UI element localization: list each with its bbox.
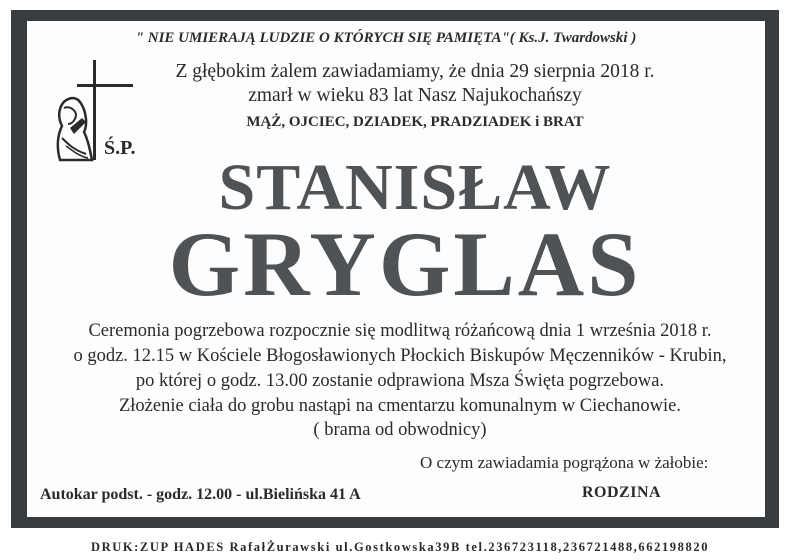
ceremony-line: Ceremonia pogrzebowa rozpocznie się modlitwą różańcową dnia 1 września 2018 r. <box>88 321 712 341</box>
ceremony-line: ( brama od obwodnicy) <box>313 420 487 440</box>
sp-label: Ś.P. <box>104 137 136 159</box>
printer-footer: DRUK:ZUP HADES RafałŻurawski ul.Gostkowska39B tel.236723118,236721488,662198820 <box>90 540 710 554</box>
deceased-last-name: GRYGLAS <box>168 213 642 315</box>
ceremony-line: po której o godz. 13.00 zostanie odprawiona Msza Święta pogrzebowa. <box>135 371 665 391</box>
intro-line-date: Z głębokim żalem zawiadamiamy, że dnia 29 sierpnia 2018 r. <box>175 61 655 82</box>
notify-text: O czym zawiadamia pogrążona w żałobie: <box>420 453 709 472</box>
ceremony-line: o godz. 12.15 w Kościele Błogosławionych Płockich Biskupów Męczenników - Krubin, <box>73 346 727 366</box>
deceased-first-name: STANISŁAW <box>218 151 612 224</box>
bus-info: Autokar podst. - godz. 12.00 - ul.Bielińska 41 A <box>40 486 361 503</box>
family-signature: RODZINA <box>582 484 662 501</box>
intro-line-age: zmarł w wieku 83 lat Nasz Najukochańszy <box>248 85 582 106</box>
motto: " NIE UMIERAJĄ LUDZIE O KTÓRYCH SIĘ PAMIĘTA"( Ks.J. Twardowski ) <box>135 30 637 46</box>
family-relations: MĄŻ, OJCIEC, DZIADEK, PRADZIADEK i BRAT <box>246 114 584 130</box>
ceremony-line: Złożenie ciała do grobu nastąpi na cmentarzu komunalnym w Ciechanowie. <box>118 396 681 416</box>
